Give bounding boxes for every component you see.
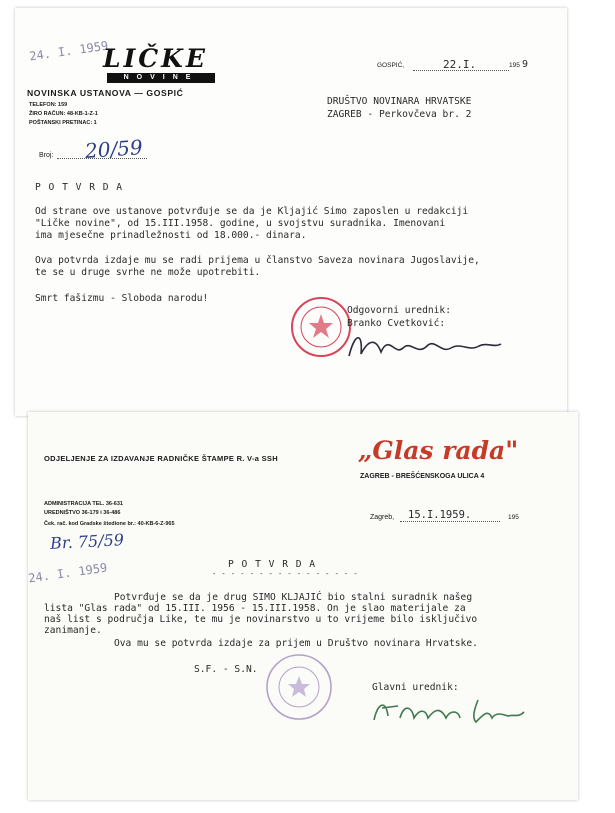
document-heading: P O T V R D A [35, 182, 124, 193]
signer-title: Glavni urednik: [372, 682, 459, 693]
received-date-stamp: 24. I. 1959 [27, 560, 109, 586]
signer-name: Branko Cvetković: [347, 318, 446, 329]
reference-number: Br. 75/59 [49, 530, 125, 553]
heading-underline: - - - - - - - - - - - - - - - - [212, 570, 359, 578]
place-label: GOSPIĆ, [377, 62, 405, 69]
year-prefix: 195 [509, 62, 520, 69]
masthead-logo [103, 44, 221, 84]
phone-line: TELEFON: 159 [29, 102, 68, 108]
official-round-stamp [290, 296, 352, 358]
purpose-line: te se u druge svrhe ne može upotrebiti. [35, 267, 261, 278]
slogan: S.F. - S.N. [194, 664, 258, 675]
handwritten-signature [368, 692, 538, 732]
organization-line: NOVINSKA USTANOVA — GOSPIĆ [27, 88, 184, 98]
place-label: Zagreb, [370, 514, 395, 521]
editorial-phone: UREDNIŠTVO 36-179 i 36-486 [44, 510, 121, 516]
date-line [400, 521, 500, 522]
department-header: ODJELJENJE ZA IZDAVANJE RADNIČKE ŠTAMPE R. V-a SSH [44, 454, 278, 463]
year-suffix: 9 [522, 59, 529, 70]
giro-account-line: Ček. rač. kod Gradske štedione br.: 40-KB-6-Z-965 [44, 521, 175, 527]
giro-account-line: ŽIRO RAČUN: 48-KB-1-Z-1 [29, 111, 98, 117]
letter-date: 22.I. [443, 58, 477, 71]
body-line: zanimanje. [44, 625, 102, 636]
licke-novine-letter [15, 8, 567, 416]
administration-phone: ADMINISTRACIJA TEL. 36-631 [44, 501, 123, 507]
body-line: naš list s područja Like, te mu je novinarstvo u to vrijeme bilo isključivo [44, 614, 478, 625]
official-round-stamp [264, 652, 334, 722]
handwritten-signature [345, 326, 505, 370]
body-line: "Ličke novine", od 15.III.1958. godine, u svojstvu suradnika. Imenovani [35, 218, 446, 229]
publisher-address: ZAGREB - BREŠĆENSKOGA ULICA 4 [360, 473, 485, 480]
document-heading: P O T V R D A [228, 559, 317, 570]
postbox-line: POŠTANSKI PRETINAC: 1 [29, 120, 97, 126]
body-paragraph [44, 592, 477, 636]
body-line: lista "Glas rada" od 15.III. 1956 - 15.III.1958. On je slao materijale za [44, 603, 466, 614]
body-line: ima mjesečne prinadležnosti od 18.000.- dinara. [35, 230, 307, 241]
glas-rada-letter [28, 412, 578, 800]
masthead-title: LIČKE [103, 44, 208, 73]
purpose-line: Ova potvrda izdaje mu se radi prijema u članstvo Saveza novinara Jugoslavije, [35, 255, 480, 266]
glas-rada-logo: „Glas rada" [358, 436, 519, 465]
body-line: Od strane ove ustanove potvrđuje se da je Kljajić Simo zaposlen u redakciji [35, 206, 469, 217]
purpose-paragraph [35, 255, 480, 279]
body-paragraph [35, 206, 468, 242]
recipient-line-1: DRUŠTVO NOVINARA HRVATSKE [327, 96, 472, 107]
received-date-stamp: 24. I. 1959 [28, 38, 110, 64]
masthead-subtitle: NOVINE [107, 73, 215, 83]
body-line: Potvrđuje se da je drug SIMO KLJAJIĆ bio stalni suradnik našeg [114, 592, 473, 603]
slogan: Smrt fašizmu - Sloboda narodu! [35, 293, 209, 304]
reference-number: 20/59 [84, 135, 144, 163]
letter-date: 15.I.1959. [408, 509, 472, 521]
reference-label: Broj: [39, 152, 54, 159]
year-prefix: 195 [508, 514, 519, 521]
signer-title: Odgovorni urednik: [347, 305, 451, 316]
purpose-line: Ova mu se potvrda izdaje za prijem u Društvo novinara Hrvatske. [114, 638, 478, 649]
recipient-line-2: ZAGREB - Perkovčeva br. 2 [327, 109, 472, 120]
